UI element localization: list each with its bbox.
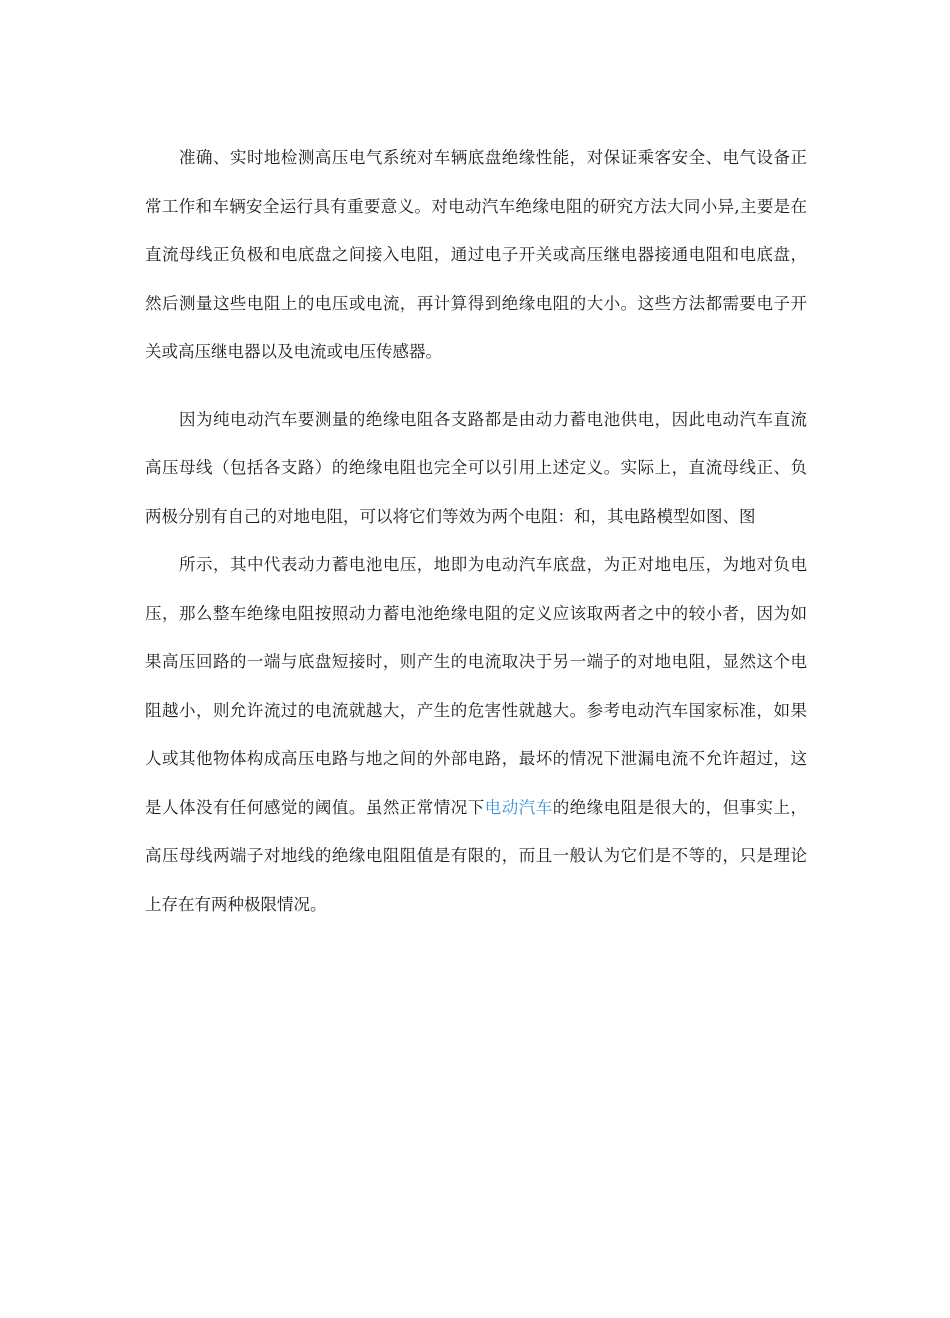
paragraph-1 bbox=[145, 134, 807, 377]
text-line: 上存在有两种极限情况。 bbox=[145, 894, 327, 914]
text-line: 准确、实时地检测高压电气系统对车辆底盘绝缘性能，对保证乘客安全、电气设备正 bbox=[179, 148, 807, 167]
text-line: 直流母线正负极和电底盘之间接入电阻，通过电子开关或高压继电器接通电阻和电底盘， bbox=[145, 245, 807, 264]
text-line: 关或高压继电器以及电流或电压传感器。 bbox=[145, 342, 442, 361]
text-segment: 是人体没有任何感觉的阈值。虽然正常情况下 bbox=[145, 797, 485, 817]
paragraph-gap bbox=[145, 377, 807, 396]
text-line: 然后测量这些电阻上的电压或电流，再计算得到绝缘电阻的大小。这些方法都需要电子开 bbox=[145, 293, 807, 313]
text-line: 常工作和车辆安全运行具有重要意义。对电动汽车绝缘电阻的研究方法大同小异,主要是在 bbox=[145, 196, 807, 216]
text-line: 两极分别有自己的对地电阻，可以将它们等效为两个电阻：和，其电路模型如图、图 bbox=[145, 506, 756, 526]
link-electric-vehicle[interactable]: 电动汽车 bbox=[484, 797, 553, 817]
text-line: 高压母线两端子对地线的绝缘电阻阻值是有限的，而且一般认为它们是不等的，只是理论 bbox=[145, 846, 807, 865]
text-line-with-link bbox=[145, 784, 807, 833]
text-line: 压，那么整车绝缘电阻按照动力蓄电池绝缘电阻的定义应该取两者之中的较小者，因为如 bbox=[145, 603, 807, 623]
text-segment: 的绝缘电阻是很大的，但事实上， bbox=[552, 797, 807, 817]
paragraph-2 bbox=[145, 396, 807, 542]
text-line: 人或其他物体构成高压电路与地之间的外部电路，最坏的情况下泄漏电流不允许超过，这 bbox=[145, 749, 807, 768]
text-line: 果高压回路的一端与底盘短接时，则产生的电流取决于另一端子的对地电阻，显然这个电 bbox=[145, 652, 807, 671]
paragraph-3 bbox=[145, 541, 807, 929]
text-line: 因为纯电动汽车要测量的绝缘电阻各支路都是由动力蓄电池供电，因此电动汽车直流 bbox=[179, 409, 807, 429]
document-body bbox=[145, 134, 807, 929]
text-line: 所示，其中代表动力蓄电池电压，地即为电动汽车底盘，为正对地电压，为地对负电 bbox=[179, 555, 807, 574]
text-line: 高压母线（包括各支路）的绝缘电阻也完全可以引用上述定义。实际上，直流母线正、负 bbox=[145, 458, 807, 477]
text-line: 阻越小，则允许流过的电流就越大，产生的危害性就越大。参考电动汽车国家标准，如果 bbox=[145, 700, 807, 720]
